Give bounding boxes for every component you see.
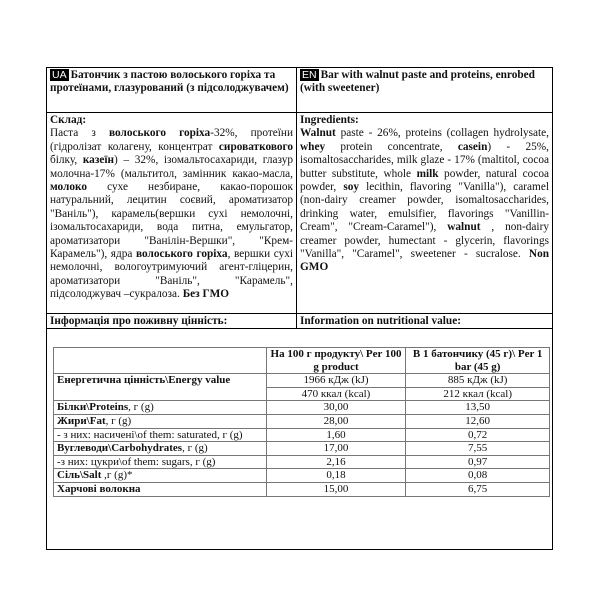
ua-ingredients-label: Склад: [50, 114, 87, 126]
ingredient-allergen-text: сироваткового [218, 140, 293, 153]
ua-product-title: Батончик з пастою волоського горіха та протеїнами, глазурований (з підсолоджувачем) [50, 69, 289, 95]
header-per-100g: На 100 г продукту\ Per 100 g product [266, 348, 406, 374]
value-per-100g: 0,18 [266, 469, 406, 483]
ingredient-allergen-text: whey [300, 140, 326, 153]
ingredient-allergen-text: walnut [447, 221, 481, 234]
value-per-bar: 13,50 [406, 401, 550, 415]
ua-nutrition-label: Інформація про поживну цінність: [47, 314, 297, 329]
nutrition-row [54, 442, 550, 456]
value-per-100g: 30,00 [266, 401, 406, 415]
value-per-100g: 17,00 [266, 442, 406, 456]
nutrient-name: Сіль\Salt ,г (g)* [54, 469, 267, 483]
ingredient-text: сухе незбиране, какао-порошок натуральний, лецитин соєвий, ароматизатор "Ваніль"), карамель(вершки сухі немолочні, ізомальтосахариди, вода питна, емульгатор, ароматизатори "Ванілін-Вершки", "Крем-Карамель"), ядра [50, 181, 293, 261]
nutrient-name: - з них: насичені\of them: saturated, г (g) [54, 428, 267, 442]
ingredient-allergen-text: casein [457, 140, 488, 153]
ingredient-text: powder, natural cocoa powder, [300, 167, 549, 194]
ingredient-allergen-text: казеїн [82, 154, 115, 167]
value-per-100g: 15,00 [266, 482, 406, 496]
ingredient-text: білку, [50, 154, 83, 167]
nutrient-name: Жири\Fat, г (g) [54, 414, 267, 428]
value-per-bar: 0,97 [406, 455, 550, 469]
nutrition-row [54, 414, 550, 428]
nutrient-name: Білки\Proteins, г (g) [54, 401, 267, 415]
label-grid [47, 68, 552, 329]
ua-ingredients-text [50, 127, 293, 301]
en-language-badge: EN [302, 69, 317, 81]
en-product-title: Bar with walnut paste and proteins, enrobed (with sweetener) [300, 69, 535, 95]
nutrient-name: Енергетична цінність\Energy value [54, 374, 267, 401]
value-per-bar: 12,60 [406, 414, 550, 428]
value-per-100g: 1966 кДж (kJ) 470 ккал (kcal) [266, 374, 406, 401]
value-per-bar: 885 кДж (kJ) 212 ккал (kcal) [406, 374, 550, 401]
nutrient-name: Вуглеводи\Carbohydrates, г (g) [54, 442, 267, 456]
ingredient-text: , non-dairy creamer powder, humectant - glycerin, flavorings "Vanilla", "Caramel", sweetener - sucralose. [300, 221, 549, 261]
value-per-100g: 28,00 [266, 414, 406, 428]
label-document [46, 67, 553, 550]
nutrient-name: Харчові волокна [54, 482, 267, 496]
header-empty-cell [54, 348, 267, 374]
value-per-100g: 2,16 [266, 455, 406, 469]
value-per-bar: 0,72 [406, 428, 550, 442]
ingredient-text: ) - 25%, isomaltosaccharides, milk glaze - 17% (maltitol, cocoa butter substitute, whole [300, 140, 549, 180]
ingredient-allergen-text: Walnut [300, 127, 336, 140]
ingredient-text: lecithin, flavoring "Vanilla"), caramel (non-dairy creamer powder, isomaltosaccharides, drinking water, emulsifier, flavorings "Vanillin-Cream", "Cream-Caramel"), [300, 181, 549, 234]
ua-title-cell [47, 68, 297, 113]
ingredient-text: protein concentrate, [325, 140, 458, 153]
ingredient-text: ) – 32%, ізомальтосахариди, глазур молочна-17% (мальтитол, замінник какао-масла, [50, 154, 293, 180]
nutrition-row [54, 482, 550, 496]
ingredient-allergen-text: молоко [50, 181, 88, 194]
nutrition-row [54, 469, 550, 483]
en-ingredients-cell [297, 113, 552, 314]
ingredient-allergen-text: Non GMO [300, 248, 549, 274]
header-per-bar: В 1 батончику (45 г)\ Per 1 bar (45 g) [406, 348, 550, 374]
ua-ingredients-cell [47, 113, 297, 314]
nutrition-row [54, 374, 550, 401]
ingredient-text: paste - 26%, proteins (collagen hydrolysate, [335, 127, 549, 140]
ingredient-allergen-text: Без ГМО [182, 288, 230, 301]
ingredient-allergen-text: soy [343, 181, 360, 194]
en-ingredients-label: Ingredients: [300, 114, 359, 126]
value-per-bar: 7,55 [406, 442, 550, 456]
ingredient-allergen-text: milk [416, 167, 439, 180]
value-per-100g: 1,60 [266, 428, 406, 442]
en-title-cell [297, 68, 552, 113]
nutrition-table [53, 347, 550, 497]
ingredient-allergen-text: волоського горіха [109, 127, 211, 140]
ingredient-text: -32%, протеїни (гідролізат колагену, концентрат [50, 127, 293, 153]
nutrition-row [54, 401, 550, 415]
value-per-bar: 0,08 [406, 469, 550, 483]
value-per-bar: 6,75 [406, 482, 550, 496]
nutrient-name: -з них: цукри\of them: sugars, г (g) [54, 455, 267, 469]
nutrition-row [54, 428, 550, 442]
ingredient-text: Паста з [50, 127, 109, 140]
en-ingredients-text [300, 127, 549, 274]
en-nutrition-label: Information on nutritional value: [297, 314, 552, 329]
ingredient-allergen-text: волоського горіха [135, 248, 228, 261]
ingredient-text: , вершки сухі немолочні, вологоутримуючий агент-гліцерин, ароматизатори "Ваніль", "Карамель", підсолоджувач –сукралоза. [50, 248, 294, 301]
ua-language-badge: UA [52, 69, 67, 81]
nutrition-section [47, 329, 552, 497]
nutrition-row [54, 455, 550, 469]
nutrition-table-header [54, 348, 550, 374]
